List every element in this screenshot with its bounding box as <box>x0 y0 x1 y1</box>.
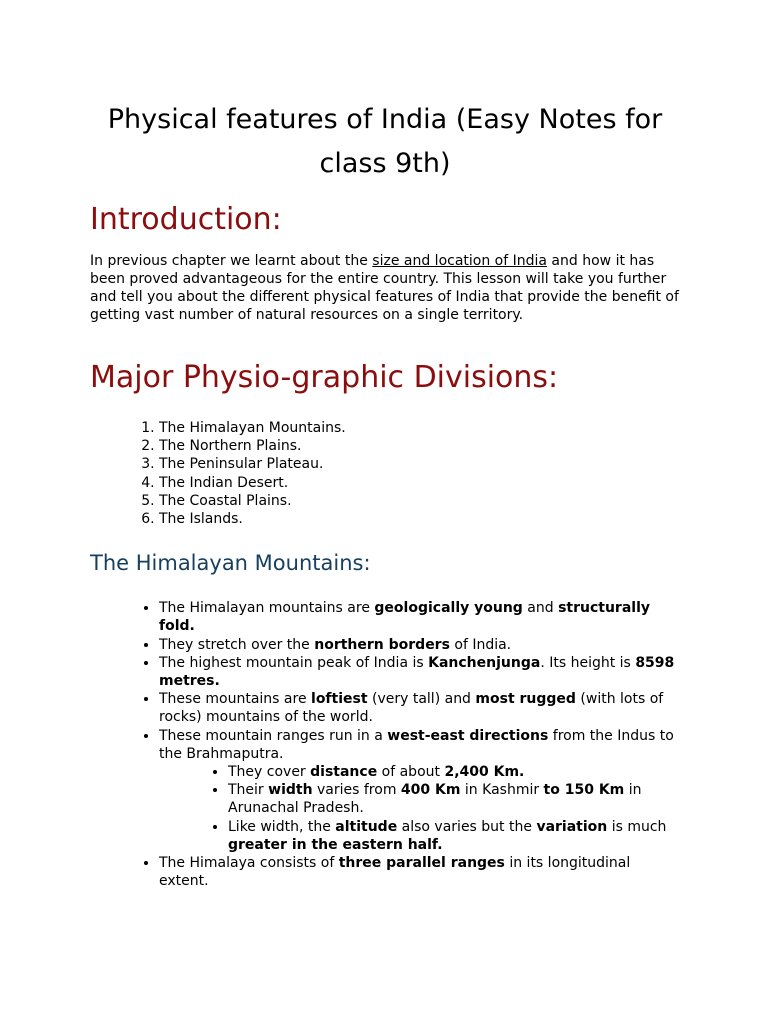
text: The Himalayan mountains are <box>159 600 375 617</box>
text: also varies but the <box>397 818 537 835</box>
text: of about <box>377 764 445 781</box>
bold-text: structurally fold. <box>159 600 651 635</box>
size-and-location-link[interactable]: size and location of India <box>372 253 547 269</box>
bold-text: geologically young <box>374 600 523 617</box>
bold-text: 8598 metres. <box>159 654 675 690</box>
bold-text: width <box>268 782 313 799</box>
bold-text: loftiest <box>311 691 368 708</box>
list-item: 1. The Himalayan Mountains. <box>159 419 680 437</box>
divisions-heading: Major Physio-graphic Divisions: <box>90 360 559 395</box>
text: These mountains are <box>159 691 312 708</box>
introduction-heading: Introduction: <box>90 202 282 237</box>
list-item <box>228 781 680 817</box>
list-item <box>159 727 680 854</box>
list-item: 4. The Indian Desert. <box>159 474 680 492</box>
bold-text: most rugged <box>475 691 576 708</box>
text: (very tall) and <box>367 691 476 708</box>
bold-text: Kanchenjunga <box>428 654 541 671</box>
list-item <box>159 599 680 635</box>
text: They stretch over the <box>159 636 315 653</box>
list-item <box>159 636 680 654</box>
bold-text: three parallel ranges <box>338 855 505 872</box>
text: The highest mountain peak of India is <box>159 654 429 671</box>
document-page <box>90 98 680 890</box>
list-item <box>228 763 680 781</box>
himalayan-points-list <box>90 599 680 890</box>
list-item <box>159 654 680 690</box>
bold-text: northern borders <box>314 636 450 653</box>
bold-text: to 150 Km <box>543 782 625 799</box>
bold-text: variation <box>536 818 608 835</box>
text: in its longitudinal extent. <box>159 855 631 890</box>
divisions-list <box>90 419 680 528</box>
list-item <box>228 818 680 854</box>
himalayan-subpoints-list <box>159 763 680 854</box>
text: in Arunachal Pradesh. <box>228 782 642 817</box>
text: is much <box>607 818 667 835</box>
text: Like width, the <box>228 818 336 835</box>
intro-text-start: In previous chapter we learnt about the <box>90 253 373 269</box>
bold-text: 400 Km <box>400 782 461 799</box>
text: from the Indus to the Brahmaputra. <box>159 727 674 762</box>
bold-text: altitude <box>335 818 398 835</box>
text: . Its height is <box>540 654 636 671</box>
intro-text-end: and how it has been proved advantageous for the entire country. This lesson will take you further and tell you about the different physical features of India that provide the benefit of getting vast number of natural resources on a single territory. <box>90 253 679 323</box>
list-item: 5. The Coastal Plains. <box>159 492 680 510</box>
introduction-paragraph <box>90 252 680 324</box>
text: Their <box>228 782 269 799</box>
text: in Kashmir <box>460 782 544 799</box>
bold-text: 2,400 Km. <box>444 764 525 781</box>
text: (with lots of rocks) mountains of the world. <box>159 691 664 726</box>
list-item: 2. The Northern Plains. <box>159 437 680 455</box>
bold-text: west-east directions <box>387 727 549 744</box>
document-title: Physical features of India (Easy Notes for class 9th) <box>107 104 663 179</box>
bold-text: greater in the eastern half. <box>228 836 443 853</box>
list-item: 3. The Peninsular Plateau. <box>159 455 680 473</box>
text: and <box>522 600 559 617</box>
text: of India. <box>449 636 512 653</box>
list-item: 6. The Islands. <box>159 510 680 528</box>
list-item <box>159 854 680 890</box>
bold-text: distance <box>310 764 378 781</box>
himalayan-heading: The Himalayan Mountains: <box>90 551 371 576</box>
text: These mountain ranges run in a <box>159 727 388 744</box>
text: varies from <box>312 782 401 799</box>
text: They cover <box>228 764 311 781</box>
list-item <box>159 690 680 726</box>
text: The Himalaya consists of <box>159 855 339 872</box>
